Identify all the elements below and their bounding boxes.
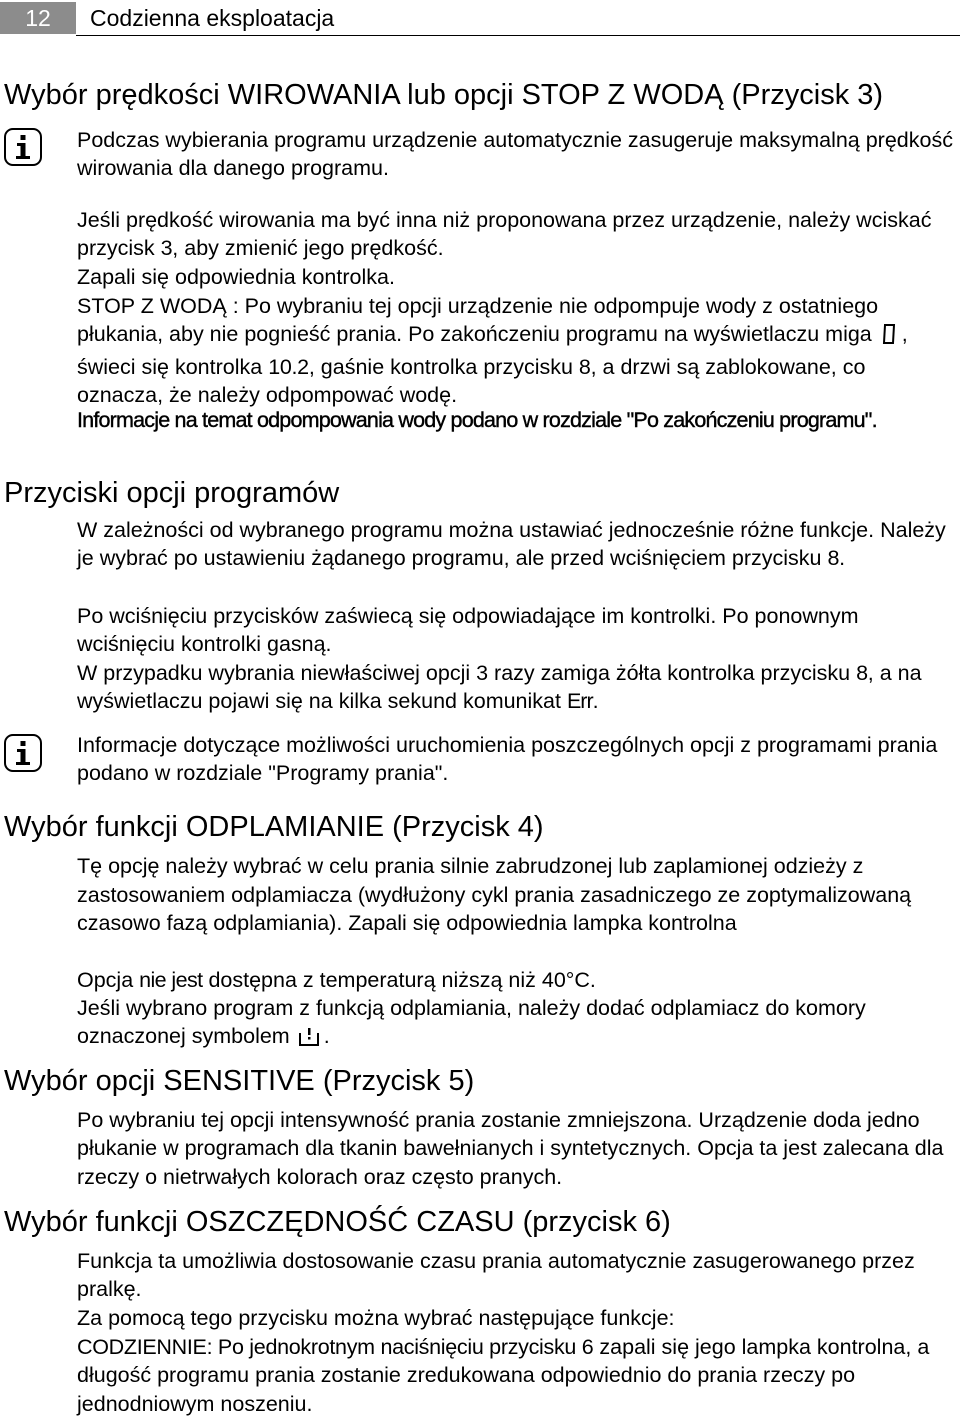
- text: Jeśli wybrano program z funkcją odplamiania, należy dodać odplamiacz do komory oznaczonej symbolem: [77, 996, 866, 1049]
- button-ref: 6: [581, 1335, 594, 1359]
- header-divider: [76, 35, 960, 36]
- paragraph-stain-desc: Tę opcję należy wybrać w celu prania silnie zabrudzonej lub zaplamionej odzieży z zastosowaniem odplamiacza (wydłużony cykl prania zasadniczego ze zoptymalizowaną czasowo fazą odplamiania). Zapali się odpowiednia lampka kontrolna: [77, 854, 912, 936]
- control-ref: 10.2: [268, 354, 309, 379]
- paragraph-options-intro: [77, 516, 954, 573]
- emphasis: nie jest: [139, 968, 203, 992]
- paragraph-spin-change: [77, 206, 954, 263]
- text: dostępna z temperaturą niższą niż 40°C.: [202, 968, 596, 992]
- info-icon: [4, 734, 42, 772]
- page-number: 12: [0, 2, 76, 34]
- section-heading-spin-speed: Wybór prędkości WIROWANIA lub opcji STOP Z WODĄ (Przycisk 3): [4, 79, 884, 111]
- button-ref: 8: [856, 661, 868, 685]
- text: W przypadku wybrania niewłaściwej opcji 3 razy zamiga żółta kontrolka przycisku: [77, 661, 857, 685]
- section-heading-time-save: Wybór funkcji OSZCZĘDNOŚĆ CZASU (przycisk 6): [4, 1206, 671, 1238]
- text: W zależności od wybranego programu można ustawiać jednocześnie różne funkcje. Należy je wybrać po ustawieniu żądanego programu, ale przed wciśnięciem przycisku: [77, 518, 946, 571]
- section-heading-sensitive: Wybór opcji SENSITIVE (Przycisk 5): [4, 1065, 475, 1097]
- info-note-spin-speed: Podczas wybierania programu urządzenie automatycznie zasugeruje maksymalną prędkość wirowania dla danego programu.: [77, 128, 953, 181]
- text: , gaśnie kontrolka przycisku: [308, 354, 579, 379]
- paragraph-sensitive: Po wybraniu tej opcji intensywność prania zostanie zmniejszona. Urządzenie doda jedno płukanie w programach dla tkanin bawełnianych i syntetycznych. Opcja ta jest zalecana dla rzeczy o nietrwałych kolorach oraz często pranych.: [77, 1108, 944, 1189]
- section-heading-options: Przyciski opcji programów: [4, 477, 340, 509]
- button-ref: 8: [827, 546, 840, 571]
- paragraph-stain-temp: [77, 966, 954, 994]
- section-heading-stain: Wybór funkcji ODPLAMIANIE (Przycisk 4): [4, 811, 544, 843]
- text: , aby zmienić jego prędkość.: [172, 236, 444, 261]
- paragraph-options-error: [77, 659, 954, 716]
- text: .: [592, 689, 599, 714]
- text: , świeci się kontrolka: [77, 322, 908, 379]
- text: , a na wyświetlaczu pojawi się na kilka sekund komunikat: [77, 661, 922, 714]
- paragraph-time-save-intro: Funkcja ta umożliwia dostosowanie czasu prania automatycznie zasugerowanego przez pralkę.: [77, 1249, 915, 1302]
- page-header: [0, 0, 960, 36]
- text: Opcja: [77, 968, 140, 992]
- stain-compartment-icon: [298, 1026, 320, 1054]
- text: STOP Z WODĄ : Po wybraniu tej opcji urządzenie nie odpompuje wody z ostatniego płukania, aby nie pognieść prania. Po zakończeniu programu na wyświetlaczu miga: [77, 294, 879, 347]
- text: CODZIENNIE: Po jednokrotnym naciśnięciu przycisku: [77, 1335, 582, 1359]
- text: .: [323, 1024, 330, 1049]
- paragraph-drain-reference: [77, 406, 954, 434]
- paragraph-stain-compartment: [77, 994, 954, 1055]
- info-icon: [4, 128, 42, 166]
- text: .: [839, 546, 846, 571]
- button-ref: 3: [160, 236, 173, 261]
- text: Jeśli prędkość wirowania ma być inna niż proponowana przez urządzenie, należy wciskać przycisk: [77, 208, 932, 261]
- info-note-options: Informacje dotyczące możliwości uruchomienia poszczególnych opcji z programami prania podano w rozdziale "Programy prania".: [77, 733, 938, 786]
- paragraph-options-lights: Po wciśnięciu przycisków zaświecą się odpowiadające im kontrolki. Po ponownym wciśnięciu kontrolki gasną.: [77, 604, 859, 657]
- error-code: Err: [566, 689, 593, 714]
- paragraph-stop-water: [77, 292, 954, 410]
- paragraph-daily: [77, 1333, 954, 1418]
- paragraph-time-save-functions: Za pomocą tego przycisku można wybrać następujące funkcje:: [77, 1306, 675, 1330]
- button-ref: 8: [578, 354, 591, 379]
- display-blink-icon: [882, 323, 896, 352]
- running-header-title: Codzienna eksploatacja: [90, 5, 335, 31]
- text: zapali się jego lampka kontrolna, a długość programu prania zostanie zredukowana odpowiednio do prania rzeczy po jednodniowym noszeniu.: [77, 1335, 930, 1416]
- text: Informacje na temat odpompowania wody podano w rozdziale "Po zakończeniu programu".: [77, 408, 877, 432]
- paragraph-indicator: Zapali się odpowiednia kontrolka.: [77, 265, 395, 289]
- text: , a drzwi są zablokowane, co oznacza, że należy odpompować wodę.: [77, 354, 866, 408]
